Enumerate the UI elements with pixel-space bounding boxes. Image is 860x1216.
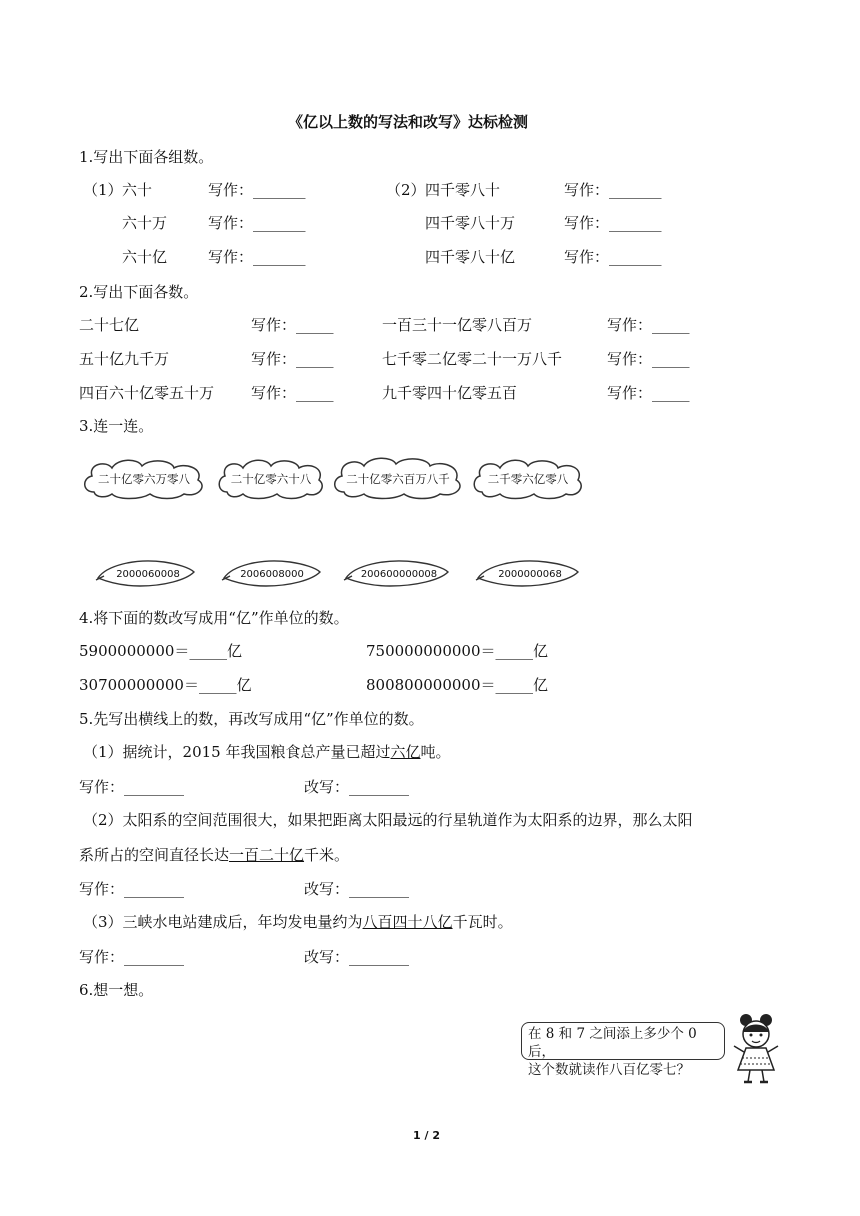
q1-item-2b: 四千零八十万 bbox=[425, 214, 516, 232]
speech-bubble bbox=[521, 1022, 725, 1078]
cloud-label-2: 二十亿零六十八 bbox=[230, 472, 312, 486]
q5-p3-write: 写作：________ bbox=[79, 948, 185, 966]
q4-blank-4: _____ bbox=[495, 676, 534, 694]
q1-write-3a: 写作：_______ bbox=[208, 248, 306, 266]
q1-item-2a: 六十万 bbox=[122, 214, 168, 232]
q2-write-2b: 写作：_____ bbox=[607, 350, 690, 368]
q2-item-1b: 一百三十一亿零八百万 bbox=[382, 316, 533, 334]
q4-number-1: 5900000000＝ bbox=[79, 642, 190, 660]
cloud-shape-2 bbox=[215, 456, 327, 500]
q5-p3 bbox=[83, 912, 513, 932]
q5-p2-text: 系所占的空间直径长达 bbox=[79, 846, 230, 864]
cloud-shape-3 bbox=[330, 454, 466, 500]
page-title: 《亿以上数的写法和改写》达标检测 bbox=[288, 113, 529, 131]
q5-p3-underlined: 八百四十八亿 bbox=[362, 913, 453, 931]
q4-number-3: 30700000000＝ bbox=[79, 676, 199, 694]
bubble-line-2: 这个数就读作八百亿零七？ bbox=[528, 1062, 690, 1078]
leaf-shape-1 bbox=[94, 558, 198, 588]
q4-blank-1: _____ bbox=[189, 642, 227, 660]
bubble-line-1: 在 8 和 7 之间添上多少个 0 后， bbox=[528, 1026, 697, 1060]
q5-p2-end: 千米。 bbox=[304, 846, 350, 864]
q5-p1-text: （1）据统计，2015 年我国粮食总产量已超过 bbox=[83, 743, 391, 761]
q4-unit-2: 亿 bbox=[533, 642, 549, 660]
q1-group2-label: （2） bbox=[386, 181, 426, 199]
q5-p1-write: 写作：________ bbox=[79, 778, 185, 796]
cloud-shape-4 bbox=[470, 456, 586, 500]
q5-p1-rewrite: 改写：________ bbox=[304, 778, 410, 796]
q2-heading: 2.写出下面各数。 bbox=[79, 283, 199, 301]
q5-p2-write: 写作：________ bbox=[79, 880, 185, 898]
q4-blank-3: _____ bbox=[198, 676, 237, 694]
q4-unit-4: 亿 bbox=[533, 676, 549, 694]
q5-p3-end: 千瓦时。 bbox=[452, 913, 513, 931]
leaf-label-2: 2006008000 bbox=[240, 569, 304, 580]
leaf-shape-4 bbox=[474, 558, 582, 588]
q4-heading: 4.将下面的数改写成用“亿”作单位的数。 bbox=[79, 609, 349, 627]
leaf-shape-2 bbox=[220, 558, 324, 588]
q1-write-1a: 写作：_______ bbox=[208, 181, 306, 199]
q5-p2-rewrite: 改写：________ bbox=[304, 880, 410, 898]
q2-item-3a: 四百六十亿零五十万 bbox=[79, 384, 215, 402]
q1-write-2b: 写作：_______ bbox=[564, 214, 662, 232]
cloud-label-4: 二千零六亿零八 bbox=[487, 472, 569, 486]
leaf-label-4: 2000000068 bbox=[498, 569, 562, 580]
leaf-label-3: 200600000008 bbox=[360, 569, 438, 580]
q2-item-1a: 二十七亿 bbox=[79, 316, 140, 334]
q1-item-1b: 四千零八十 bbox=[425, 181, 501, 199]
q1-write-1b: 写作：_______ bbox=[564, 181, 662, 199]
q5-p2-underlined: 一百二十亿 bbox=[229, 846, 305, 864]
q4-unit-3: 亿 bbox=[236, 676, 252, 694]
q4-unit-1: 亿 bbox=[226, 642, 242, 660]
q1-write-2a: 写作：_______ bbox=[208, 214, 306, 232]
cloud-label-3: 二十亿零六百万八千 bbox=[346, 472, 450, 486]
q4-item-4 bbox=[366, 675, 548, 695]
q5-p3-text: （3）三峡水电站建成后，年均发电量约为 bbox=[83, 913, 363, 931]
q5-p1 bbox=[83, 742, 451, 762]
q2-write-3b: 写作：_____ bbox=[607, 384, 690, 402]
q1-heading: 1.写出下面各组数。 bbox=[79, 148, 214, 166]
q6-heading: 6.想一想。 bbox=[79, 981, 154, 999]
q4-blank-2: _____ bbox=[495, 642, 534, 660]
q2-write-1a: 写作：_____ bbox=[251, 316, 334, 334]
q1-item-3a: 六十亿 bbox=[122, 248, 168, 266]
cloud-shape-1 bbox=[80, 456, 208, 500]
q2-item-2b: 七千零二亿零二十一万八千 bbox=[382, 350, 563, 368]
q5-p1-underlined: 六亿 bbox=[390, 743, 421, 761]
page-number: 1 / 2 bbox=[413, 1129, 440, 1142]
q4-number-2: 750000000000＝ bbox=[366, 642, 496, 660]
q5-p1-end: 吨。 bbox=[420, 743, 451, 761]
q2-write-3a: 写作：_____ bbox=[251, 384, 334, 402]
q4-item-3 bbox=[79, 675, 252, 695]
q5-p2-line2 bbox=[79, 845, 349, 865]
q4-number-4: 800800000000＝ bbox=[366, 676, 496, 694]
q1-item-1a: 六十 bbox=[122, 181, 153, 199]
q2-write-1b: 写作：_____ bbox=[607, 316, 690, 334]
q5-heading: 5.先写出横线上的数，再改写成用“亿”作单位的数。 bbox=[79, 710, 424, 728]
q1-item-3b: 四千零八十亿 bbox=[425, 248, 516, 266]
q4-item-1 bbox=[79, 641, 242, 661]
leaf-label-1: 2000060008 bbox=[116, 569, 180, 580]
q1-group1-label: （1） bbox=[83, 181, 123, 199]
girl-illustration bbox=[726, 1012, 786, 1086]
q5-p3-rewrite: 改写：________ bbox=[304, 948, 410, 966]
q2-item-3b: 九千零四十亿零五百 bbox=[382, 384, 518, 402]
leaf-shape-3 bbox=[342, 558, 452, 588]
q2-item-2a: 五十亿九千万 bbox=[79, 350, 170, 368]
cloud-label-1: 二十亿零六万零八 bbox=[98, 472, 190, 486]
q4-item-2 bbox=[366, 641, 548, 661]
q2-write-2a: 写作：_____ bbox=[251, 350, 334, 368]
q5-p2-line1: （2）太阳系的空间范围很大，如果把距离太阳最远的行星轨道作为太阳系的边界，那么太阳 bbox=[83, 811, 693, 829]
q3-heading: 3.连一连。 bbox=[79, 417, 154, 435]
q1-write-3b: 写作：_______ bbox=[564, 248, 662, 266]
